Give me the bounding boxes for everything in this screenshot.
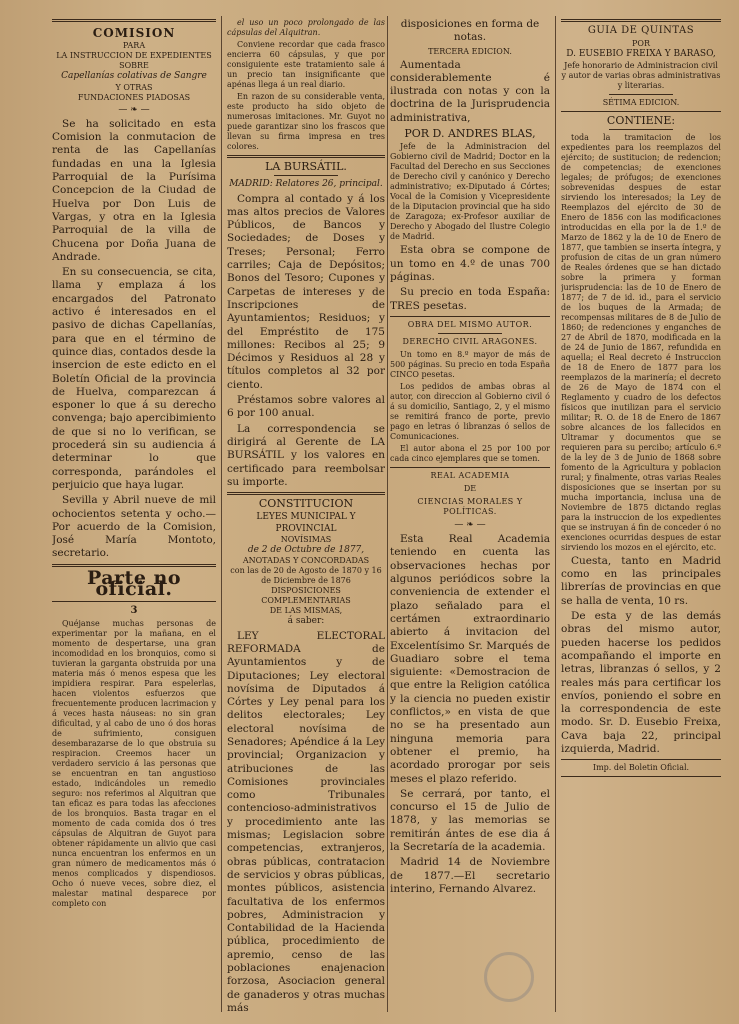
paragraph: Conviene recordar que cada frasco encierra 60 cápsulas, y que por consiguiente este tratamiento sale á un precio tan insignificante que apénas llega á un real diario. [227,40,385,89]
heading: DERECHO CIVIL ARAGONES. [402,336,538,346]
heading-sub: DISPOSICIONES COMPLEMENTARIAS [261,586,351,606]
paragraph: En su consecuencia, se cita, llama y emplaza á los encargados del Patronato activo é interesados en el pasivo de dichas Capellanías, para que en el término de quince dias, contados desde la insercion de este edicto en el Boletín Oficial de la provincia de Huelva, comparezcan á esponer lo que á su derecho convenga; bajo apercibimiento de que si no lo verifican, se procederá sin su audiencia á determinar lo que corresponda, parándoles el perjuicio que haya lugar. [52,266,216,491]
rule [609,94,673,95]
heading-sub: MADRID: Relatores 26, principal. [229,179,383,190]
heading-sub: LA INSTRUCCION DE EXPEDIENTES [56,51,212,61]
paragraph: Esta Real Academia teniendo en cuenta las observaciones hechas por algunos periódicos sobre la conveniencia de extender el plazo señalado para el certámen extraordinario abierto á invitacion del Excelentísimo Sr. Marqués de Guadiaro sobre el tema siguiente: «Demostracion de que entre la Religion católica y la ciencia no pueden existir conflictos,» en vista de que no se ha presentado aun ninguna memoria para obtener el premio, ha acordado prorogar por seis meses el plazo referido. [390,533,550,785]
column-4 [561,16,721,1014]
bursatil-heading: LA BURSÁTIL. [265,160,347,173]
rule [609,129,673,130]
paragraph: Se ha solicitado en esta Comision la conmutacion de renta de las Capellanías fundadas en una la Iglesia Parroquial de la Purísima Concepcion de la Ciudad de Huelva por Don Luis de Vargas, y otra en la Iglesia Parroquial de la villa de Chucena por Doña Juana de Andrade. [52,117,216,263]
rule [561,759,721,760]
heading-sub: D. EUSEBIO FREIXA Y BARASO, [566,49,716,60]
paragraph: Esta obra se compone de un tomo en 4.º de unas 700 páginas. [390,244,550,283]
heading-sub: Y OTRAS [115,82,153,92]
rule [438,333,502,334]
heading: REAL ACADEMIA [430,470,510,480]
edition: TERCERA EDICION. [428,46,512,56]
author: POR D. ANDRES BLAS, [404,127,536,141]
rule [274,175,337,176]
paragraph: Su precio en toda España: TRES pesetas. [390,286,550,312]
paragraph: Jefe de la Administracion del Gobierno civil de Madrid; Doctor en la Facultad del Derecho en sus Secciones de Derecho civil y canónico y Derecho administrativo; ex-Diputado á Córtes; Vocal de la Comision y Vicepresidente de la Diputacion provincial que ha sido de Zaragoza; ex-Profesor auxiliar de Derecho y Abogado del Ilustre Colegio de Madrid. [390,142,550,242]
paragraph: toda la tramitacion de los expedientes para los reemplazos del ejército; de sustitucion; de redencion; de competencias; de exenciones legales; de prófugos; de exenciones sobrevenidas despues de estar sirviendo los interesados; la Ley de Reemplazos del ejército de 30 de Enero de 1856 con las modificaciones introducidas en ella por la de 1.º de Marzo de 1862 y la de 10 de Enero de 1877, que tambien se inserta íntegra, y profusion de citas de un gran número de Reales órdenes que se han dictado sobre la primera y forman jurisprudencia: las de 10 de Enero de 1877; de 7 de id. id., para el servicio de los buques de la Armada; de recompensas militares de 8 de Julio de 1860; de redenciones y enganches de 27 de Abril de 1870, modificada en la de 24 de Junio de 1867, refundida en aquella; el Real decreto é Instruccion de 18 de Enero de 1877 para los reemplazos de la marinería; el decreto de 26 de Mayo de 1874 con el Reglamento y cuadro de los defectos físicos que inutilizan para el servicio militar; R. O. de 18 de Enero de 1867 sobre alcances de los fallecidos en Ultramar y documentos que se requieren para su percibo; artículo 6.º de la ley de 3 de Junio de 1868 sobre fomento de la Agricultura y poblacion rural; y finalmente, otras varias Reales disposiciones que se insertan por su mucha importancia, inclusa una de Noviembre de 1875 dictando reglas para la instruccion de los expedientes que se instruyan á fin de conceder ó no exenciones ocurridas despues de estar sirviendo los mozos en el ejército, etc. [561,132,721,552]
paragraph: el uso un poco prolongado de las cápsulas del Alquitran. [227,18,385,37]
paragraph: El autor abona el 25 por 100 por cada cinco ejemplares que se tomen. [390,443,550,463]
column-rule [221,16,222,1012]
paragraph: Los pedidos de ambas obras al autor, con direccion al Gobierno civil ó á su domicilio, Santiago, 2, y el mismo se remitirá franco de porte, previo pago en letras ó libranzas ó sellos de Comunicaciones. [390,381,550,441]
heading-sub: NOVÍSIMAS [280,535,332,545]
rule [52,19,216,22]
rule [561,111,721,112]
section-title: Parte no oficial. [86,566,182,600]
comision-heading: COMISION [92,26,176,40]
paragraph: De esta y de las demás obras del mismo autor, pueden hacerse los pedidos acompañando el importe en letras, libranzas ó sellos, y 2 reales más para certificar los envíos, poniendo el sobre en la correspondencia de este modo. Sr. D. Eusebio Freixa, Cava baja 22, principal izquierda, Madrid. [561,610,721,756]
heading-sub: de 2 de Octubre de 1877, [247,545,365,556]
heading-sub: á saber: [287,616,325,627]
paragraph: Cuesta, tanto en Madrid como en las principales librerías de provincias en que se halla de venta, 10 rs. [561,554,721,607]
paragraph: Se cerrará, por tanto, el concurso el 15 de Julio de 1878, y las memorias se remitirán ántes de ese dia á la Secretaría de la academia. [390,787,550,853]
heading-sub: con las de 20 de Agosto de 1870 y 16 de Diciembre de 1876 [230,566,382,586]
heading: OBRA DEL MISMO AUTOR. [407,319,533,329]
heading-sub: DE [463,483,477,493]
heading-sub: POR [632,39,650,49]
rule [227,492,385,495]
item-number: 3 [130,605,138,617]
ornament: — ❧ — [118,104,150,115]
paragraph: Préstamos sobre valores al 6 por 100 anual. [227,394,385,420]
column-3 [390,16,550,1014]
column-rule [555,16,556,1012]
column-2 [227,16,385,1014]
contiene-heading: CONTIENE: [606,113,676,127]
heading-sub: LEYES MUNICIPAL Y PROVINCIAL [256,512,356,534]
paragraph: Quéjanse muchas personas de experimentar por la mañana, en el momento de despertarse, una gran incomodidad en los bronquios, como si tuvieran la garganta obstruida por una materia más ó menos espesa que les impidiera respirar. Para espelerlas, hacen violentos esfuerzos que frecuentemente producen lacrimacion y á veces hasta náuseas: no sin gran dificultad, y al cabo de uno ó dos horas de sufrimiento, consiguen desembarazarse de lo que obstruia su respiracion. Creemos hacer un verdadero servicio á las personas que se encuentran en tan angustioso estado, indicándoles un remedio seguro: nos referimos al Alquitran que tan eficaz es para todas las afecciones de los bronquios. Basta tragar en el momento de cada comida dos ó tres cápsulas de Alquitran de Guyot para obtener rápidamente un alivio que casi nunca encuentran los enfermos en un gran número de medicamentos más ó menos complicados y dispendiosos. Ocho ó nueve veces, sobre diez, el malestar matinal desparece por completo con [52,618,216,908]
paragraph: Compra al contado y á los mas altos precios de Valores Públicos, de Bancos y Sociedades; de Doses y Treses; Personal; Ferro carriles; Caja de Depósitos; Bonos del Tesoro; Cupones y Carpetas de intereses y de Inscripciones de Ayuntamientos; Residuos; y del Empréstito de 175 millones: Recibos al 25; 9 Décimos y Residuos al 28 y títulos completos al 32 por ciento. [227,192,385,391]
heading-sub: SOBRE [119,61,149,71]
heading-sub: DE LAS MISMAS, [269,606,343,616]
constitucion-heading: CONSTITUCION [258,497,354,511]
paragraph: En razon de su considerable venta, este producto ha sido objeto de numerosas imitaciones. Mr. Guyot no puede garantizar sino los frascos que llevan su firma impresa en tres colores. [227,92,385,151]
rule [390,467,550,468]
heading-sub: Jefe honorario de Administracion civil y autor de varias obras administrativas y literarias. [561,60,721,90]
rule [390,316,550,317]
rule [561,19,721,22]
heading-sub: Capellanías colativas de Sangre [61,71,207,82]
column-rule [387,16,388,1012]
watermark-seal-icon [484,952,534,1002]
paragraph: Aumentada considerablemente é ilustrada con notas y con la doctrina de la Jurisprudencia administrativa, [390,58,550,124]
rule [227,155,385,158]
paragraph: Sevilla y Abril nueve de mil ochocientos setenta y ocho.—Por acuerdo de la Comision, José María Montoto, secretario. [52,494,216,560]
guia-heading: GUIA DE QUINTAS [587,25,695,36]
column-1 [52,16,216,1014]
paragraph: disposiciones en forma de notas. [400,18,540,44]
edition: SÉTIMA EDICION. [602,97,680,107]
heading: CIENCIAS MORALES Y POLÍTICAS. [417,496,523,516]
paragraph: Madrid 14 de Noviembre de 1877.—El secretario interino, Fernando Alvarez. [390,856,550,895]
heading-sub: FUNDACIONES PIADOSAS [77,92,191,102]
paragraph: LEY ELECTORAL REFORMADA de Ayuntamientos y de Diputaciones; Ley electoral novísima de Diputados á Córtes y Ley penal para los delitos electorales; Ley electoral novísima de Senadores; Apéndice á la Ley provincial; Organizacion y atribuciones de las Comisiones provinciales como Tribunales contencioso-administrativos y procedimiento ante las mismas; Legislacion sobre competencias, extranjeros, obras públicas, contratacion de servicios y obras públicas, montes públicos, asistencia facultativa de los enfermos pobres, Administracion y Contabilidad de la Hacienda pública, procedimiento de apremio, censo de las poblaciones enajenacion forzosa, Asociacion general de ganaderos y otras muchas más [227,629,385,1014]
rule [561,776,721,777]
rule [52,601,216,602]
heading-sub: ANOTADAS Y CONCORDADAS [242,556,370,566]
paragraph: Un tomo en 8.º mayor de más de 500 páginas. Su precio en toda España CINCO pesetas. [390,349,550,379]
ornament: — ❧ — [454,519,486,530]
imprint: Imp. del Boletin Oficial. [592,763,690,773]
paragraph: La correspondencia se dirigirá al Gerente de LA BURSÁTIL y los valores en certificado para reembolsar su importe. [227,422,385,488]
heading-sub: PARA [122,41,146,51]
